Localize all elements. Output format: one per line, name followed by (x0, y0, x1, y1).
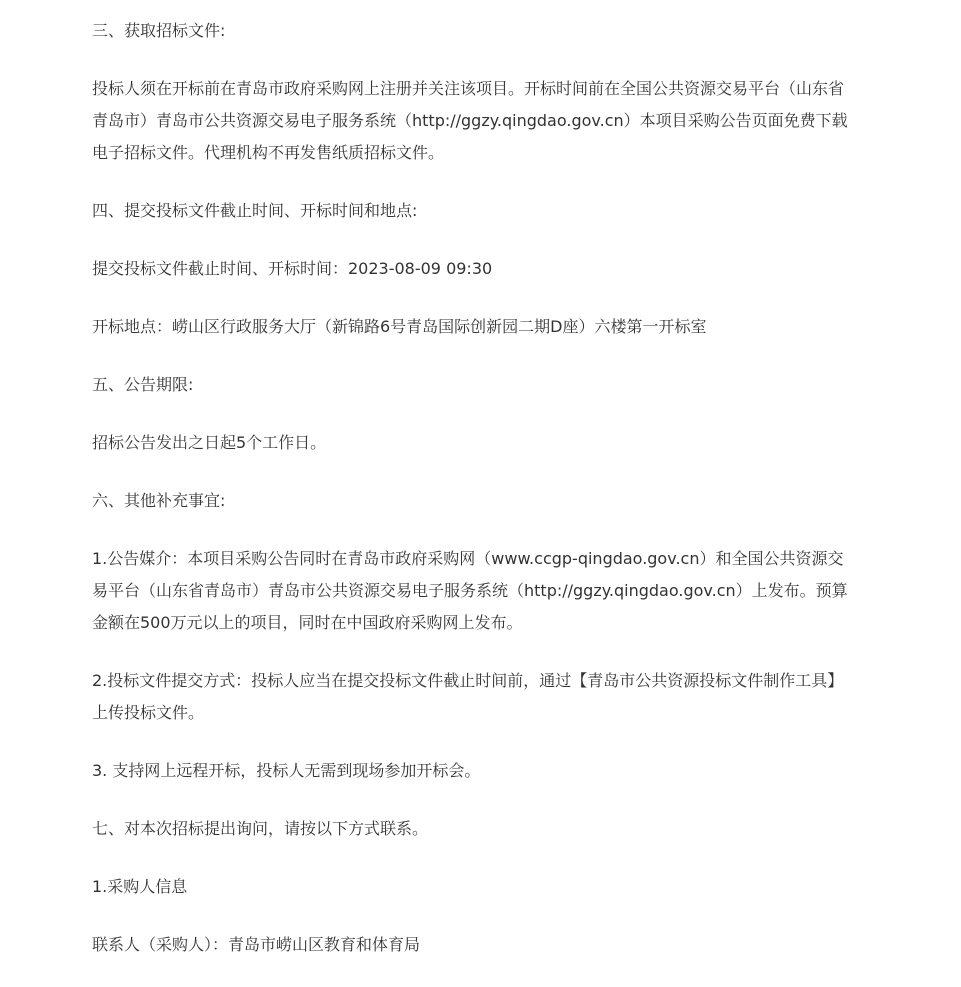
text-line: 招标公告发出之日起5个工作日。 (92, 433, 327, 452)
text-line: 1.公告媒介：本项目采购公告同时在青岛市政府采购网（www.ccgp-qingdao.gov.cn）和全国公共资源交 (92, 549, 844, 568)
text-line: 青岛市）青岛市公共资源交易电子服务系统（http://ggzy.qingdao.gov.cn）本项目采购公告页面免费下载 (92, 111, 848, 130)
text-line: 提交投标文件截止时间、开标时间：2023-08-09 09:30 (92, 259, 493, 278)
text-line: 金额在500万元以上的项目，同时在中国政府采购网上发布。 (92, 613, 523, 632)
paragraph-announcement-media (92, 543, 852, 639)
section-heading-notice-period (92, 369, 852, 401)
text-line: 易平台（山东省青岛市）青岛市公共资源交易电子服务系统（http://ggzy.qingdao.gov.cn）上发布。预算 (92, 581, 848, 600)
text-line: 四、提交投标文件截止时间、开标时间和地点: (92, 201, 418, 220)
section-heading-inquiry (92, 813, 852, 845)
text-line: 联系人（采购人）：青岛市崂山区教育和体育局 (92, 935, 421, 954)
text-line: 六、其他补充事宜: (92, 491, 226, 510)
article-body (92, 15, 852, 987)
text-line: 电子招标文件。代理机构不再发售纸质招标文件。 (92, 143, 445, 162)
text-line: 2.投标文件提交方式：投标人应当在提交投标文件截止时间前，通过【青岛市公共资源投标文件制作工具】 (92, 671, 844, 690)
section-heading-deadline (92, 195, 852, 227)
paragraph-opening-location (92, 311, 852, 343)
text-line: 3. 支持网上远程开标，投标人无需到现场参加开标会。 (92, 761, 481, 780)
section-heading-other-matters (92, 485, 852, 517)
paragraph-obtain-documents (92, 73, 852, 169)
paragraph-remote-opening (92, 755, 852, 787)
paragraph-contact-purchaser (92, 929, 852, 961)
paragraph-deadline-time (92, 253, 852, 285)
paragraph-submission-method (92, 665, 852, 729)
text-line: 七、对本次招标提出询问，请按以下方式联系。 (92, 819, 429, 838)
text-line: 上传投标文件。 (92, 703, 205, 722)
paragraph-purchaser-info (92, 871, 852, 903)
paragraph-notice-period (92, 427, 852, 459)
text-line: 三、获取招标文件: (92, 21, 226, 40)
text-line: 开标地点：崂山区行政服务大厅（新锦路6号青岛国际创新园二期D座）六楼第一开标室 (92, 317, 707, 336)
text-line: 1.采购人信息 (92, 877, 188, 896)
section-heading-obtain-documents (92, 15, 852, 47)
text-line: 五、公告期限: (92, 375, 194, 394)
text-line: 投标人须在开标前在青岛市政府采购网上注册并关注该项目。开标时间前在全国公共资源交易平台（山东省 (92, 79, 845, 98)
